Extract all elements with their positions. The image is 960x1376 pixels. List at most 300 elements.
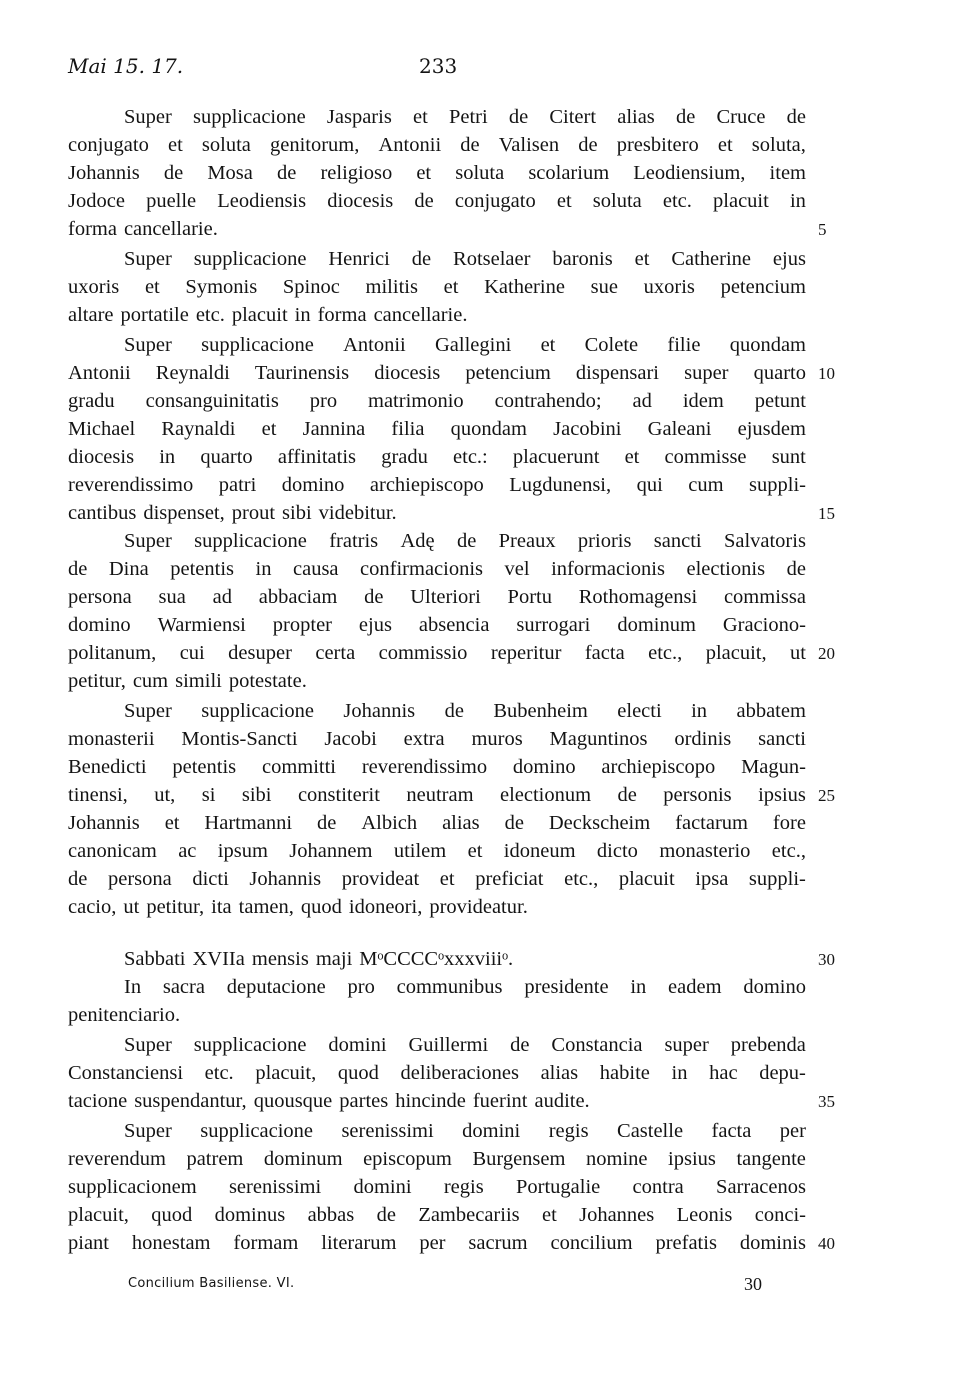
text-line <box>68 1201 806 1230</box>
word: domino <box>743 976 806 998</box>
word: patri <box>218 474 257 496</box>
word: filie <box>667 334 701 356</box>
word: et <box>624 446 640 468</box>
word: Michael <box>68 418 136 440</box>
word: extra <box>403 728 445 750</box>
word: Colete <box>584 334 639 356</box>
word: forma <box>317 304 367 326</box>
word: in <box>630 976 647 998</box>
word: de <box>411 248 432 270</box>
line-number: 35 <box>818 1092 835 1111</box>
word: electionum <box>499 784 592 806</box>
word: quondam <box>729 334 806 356</box>
word: uxoris <box>68 276 120 298</box>
word: fratris <box>329 530 379 552</box>
word: forma <box>68 218 117 240</box>
word: et <box>164 812 180 834</box>
word: idoneum <box>503 840 576 862</box>
word: Catherine <box>671 248 752 270</box>
word: idoneori, <box>348 896 423 918</box>
word: causa <box>293 558 339 580</box>
word: petitur, <box>146 896 205 918</box>
word: Warmiensi <box>157 614 246 636</box>
word: et <box>467 840 483 862</box>
word: Jasparis <box>326 106 392 128</box>
word: sibi <box>241 784 272 806</box>
word: dominum <box>263 1148 343 1170</box>
line-number: 20 <box>818 644 835 663</box>
word: puelle <box>146 190 197 212</box>
word: de <box>376 1204 396 1226</box>
word: militis <box>365 276 418 298</box>
word: deliberaciones <box>400 1062 519 1084</box>
word: factarum <box>675 812 748 834</box>
word: ipsius <box>758 784 806 806</box>
word: vel <box>504 558 530 580</box>
word: suppli- <box>749 474 806 496</box>
word: absencia <box>418 614 490 636</box>
word: dicti <box>192 868 229 890</box>
word: et <box>540 334 556 356</box>
word: presidente <box>524 976 609 998</box>
word: Raynaldi <box>161 418 236 440</box>
word: quarto <box>753 362 806 384</box>
word: reverendissimo <box>68 474 194 496</box>
word: de <box>364 586 384 608</box>
word: supplicacione <box>200 1120 313 1142</box>
text-line <box>68 1173 806 1202</box>
word: de <box>68 558 88 580</box>
word: In <box>124 976 142 998</box>
word: suppli- <box>748 868 806 890</box>
word: de <box>578 134 598 156</box>
word: si <box>201 784 216 806</box>
word: monasterii <box>68 728 155 750</box>
word: honestam <box>131 1232 211 1254</box>
page-number: 233 <box>419 54 458 78</box>
word: suspendantur, <box>134 1090 247 1112</box>
word: alias <box>617 106 655 128</box>
word: Bubenheim <box>493 700 588 722</box>
word: Symonis <box>185 276 258 298</box>
word: altare <box>68 304 114 326</box>
word: de <box>786 106 806 128</box>
word: Johannis <box>249 868 322 890</box>
word: conjugato <box>454 190 536 212</box>
word: Reynaldi <box>155 362 230 384</box>
word: de <box>277 162 297 184</box>
word: petentis <box>172 756 237 778</box>
word: ut <box>790 642 806 664</box>
word: baronis <box>552 248 613 270</box>
word: matrimonio <box>368 390 464 412</box>
word: videbitur. <box>318 502 397 524</box>
word: maji <box>315 948 353 970</box>
text-line <box>68 639 806 668</box>
word: Spinoc <box>282 276 340 298</box>
word: in <box>691 700 708 722</box>
word: supplicacione <box>201 700 314 722</box>
word: ejusdem <box>737 418 806 440</box>
word: abbas <box>307 1204 355 1226</box>
word: et <box>634 248 650 270</box>
word: surrogari <box>516 614 591 636</box>
text-line <box>68 387 806 416</box>
word: tacione <box>68 1090 128 1112</box>
word: in <box>255 558 272 580</box>
text-line <box>68 187 806 216</box>
word: sibi <box>282 502 312 524</box>
word: et <box>717 134 733 156</box>
text-line <box>68 1031 806 1060</box>
word: Antonii <box>378 134 442 156</box>
word: dicto <box>596 840 638 862</box>
word: Magun- <box>741 756 806 778</box>
word: confirmacionis <box>360 558 484 580</box>
word: de <box>786 558 806 580</box>
word: domini <box>328 1034 387 1056</box>
word: Johannes <box>579 1204 655 1226</box>
text-line <box>68 159 806 188</box>
word: Johannis <box>68 812 140 834</box>
word: supplicacione <box>193 106 306 128</box>
word: dominis <box>739 1232 806 1254</box>
word: petencium <box>465 362 551 384</box>
word: committi <box>261 756 337 778</box>
word: constiterit <box>297 784 380 806</box>
word: penitenciario. <box>68 1004 181 1026</box>
text-line <box>68 1087 806 1116</box>
text-line <box>68 443 806 472</box>
word: placuit <box>713 190 769 212</box>
word: Albich <box>361 812 418 834</box>
word: archiepiscopo <box>601 756 716 778</box>
word: quod <box>300 896 342 918</box>
text-line <box>68 359 806 388</box>
footer-title: Concilium Basiliense. VI. <box>128 1276 295 1291</box>
word: persona <box>68 586 132 608</box>
word: soluta <box>592 190 642 212</box>
word: potestate. <box>228 670 307 692</box>
word: de <box>444 700 464 722</box>
word: reperitur <box>490 642 562 664</box>
word: politanum, <box>68 642 157 664</box>
word: MᵒCCCCᵒxxxviiiᵒ. <box>359 948 514 970</box>
word: sancti <box>758 728 806 750</box>
word: alias <box>540 1062 579 1084</box>
word: Super <box>124 106 172 128</box>
word: Portu <box>507 586 552 608</box>
word: et <box>541 1204 557 1226</box>
word: tinensi, <box>68 784 128 806</box>
word: soluta <box>455 162 505 184</box>
word: provideat <box>341 868 420 890</box>
word: religioso <box>320 162 393 184</box>
text-line <box>68 611 806 640</box>
word: Ulteriori <box>410 586 481 608</box>
text-line <box>68 893 806 922</box>
word: prout <box>231 502 276 524</box>
word: nomine <box>586 1148 648 1170</box>
word: cancellarie. <box>123 218 218 240</box>
word: domini <box>353 1176 412 1198</box>
word: piant <box>68 1232 109 1254</box>
word: sancti <box>653 530 702 552</box>
word: supplicacione <box>193 248 307 270</box>
line-number: 5 <box>818 220 827 239</box>
word: gradu <box>68 390 115 412</box>
word: sacrum <box>468 1232 528 1254</box>
word: partes <box>339 1090 389 1112</box>
word: dominus <box>214 1204 286 1226</box>
text-line <box>68 471 806 500</box>
word: etc.: <box>453 446 488 468</box>
word: XVIIa <box>192 948 245 970</box>
word: Valisen <box>498 134 560 156</box>
text-line <box>68 555 806 584</box>
text-line <box>68 725 806 754</box>
word: Constanciensi <box>68 1062 184 1084</box>
word: conci- <box>754 1204 806 1226</box>
word: quod <box>151 1204 193 1226</box>
text-line <box>68 499 806 528</box>
word: propter <box>272 614 332 636</box>
word: Constancia <box>551 1034 643 1056</box>
word: quod <box>337 1062 379 1084</box>
word: Graciono- <box>722 614 806 636</box>
word: super <box>684 362 729 384</box>
word: Sabbati <box>124 948 186 970</box>
word: placuit, <box>255 1062 317 1084</box>
word: supplicacione <box>194 530 307 552</box>
word: et <box>261 418 277 440</box>
word: contra <box>632 1176 684 1198</box>
word: depu- <box>759 1062 806 1084</box>
word: canonicam <box>68 840 157 862</box>
word: et <box>443 276 459 298</box>
word: de <box>675 106 696 128</box>
word: filia <box>391 418 425 440</box>
word: Leodiensis <box>217 190 307 212</box>
word: contrahendo; <box>494 390 602 412</box>
word: de <box>163 162 184 184</box>
text-line <box>68 331 806 360</box>
word: consanguinitatis <box>145 390 279 412</box>
word: et <box>144 276 160 298</box>
word: ut, <box>154 784 176 806</box>
word: etc. <box>204 1062 234 1084</box>
word: placuit, <box>705 642 767 664</box>
word: cacio, <box>68 896 117 918</box>
word: quousque <box>253 1090 333 1112</box>
word: Johannis <box>343 700 416 722</box>
word: presbitero <box>616 134 699 156</box>
word: per <box>779 1120 806 1142</box>
word: domino <box>68 614 131 636</box>
word: Johannis <box>68 162 140 184</box>
word: cum <box>132 670 169 692</box>
word: Burgensem <box>472 1148 566 1170</box>
word: commissa <box>723 586 806 608</box>
word: simili <box>175 670 222 692</box>
word: de <box>617 784 637 806</box>
text-line <box>68 1117 806 1146</box>
word: formam <box>233 1232 299 1254</box>
word: archiepiscopo <box>369 474 484 496</box>
line-number: 15 <box>818 504 835 523</box>
word: fuerint <box>472 1090 528 1112</box>
word: ac <box>178 840 197 862</box>
word: Antonii <box>68 362 131 384</box>
text-line <box>68 245 806 274</box>
word: Taurinensis <box>254 362 350 384</box>
word: abbatem <box>736 700 806 722</box>
word: sunt <box>771 446 806 468</box>
word: reverendum <box>68 1148 166 1170</box>
word: ita <box>211 896 232 918</box>
word: in <box>789 190 806 212</box>
word: Super <box>124 1034 172 1056</box>
word: monasterio <box>659 840 751 862</box>
word: Jacobini <box>553 418 622 440</box>
word: cui <box>179 642 205 664</box>
word: de <box>317 812 337 834</box>
word: de <box>504 812 524 834</box>
word: Preaux <box>498 530 556 552</box>
word: ejus <box>358 614 392 636</box>
word: Katherine <box>484 276 565 298</box>
word: Henrici <box>328 248 390 270</box>
line-number: 25 <box>818 786 835 805</box>
word: Petri <box>448 106 488 128</box>
line-number: 40 <box>818 1234 835 1253</box>
word: hincinde <box>395 1090 466 1112</box>
word: audite. <box>534 1090 590 1112</box>
word: Castelle <box>617 1120 684 1142</box>
word: Cruce <box>716 106 766 128</box>
word: commisse <box>664 446 747 468</box>
word: Super <box>124 1120 172 1142</box>
word: cum <box>688 474 724 496</box>
word: alias <box>442 812 480 834</box>
word: domino <box>512 756 576 778</box>
word: Adę <box>400 530 435 552</box>
word: Citert <box>549 106 597 128</box>
word: Zambecariis <box>418 1204 520 1226</box>
word: diocesis <box>68 446 135 468</box>
word: hac <box>709 1062 738 1084</box>
text-line <box>68 215 806 244</box>
word: prioris <box>577 530 632 552</box>
word: concilium <box>550 1232 633 1254</box>
word: cancellarie. <box>373 304 468 326</box>
word: per <box>419 1232 446 1254</box>
word: etc., <box>564 868 599 890</box>
word: prebenda <box>730 1034 806 1056</box>
word: communibus <box>396 976 503 998</box>
word: Sarracenos <box>716 1176 806 1198</box>
word: super <box>664 1034 709 1056</box>
word: item <box>769 162 806 184</box>
word: domini <box>462 1120 521 1142</box>
word: uxoris <box>643 276 695 298</box>
word: dispensari <box>575 362 659 384</box>
text-line <box>68 527 806 556</box>
word: sue <box>590 276 618 298</box>
text-line <box>68 973 806 1002</box>
word: Benedicti <box>68 756 147 778</box>
word: et <box>439 868 455 890</box>
word: Super <box>124 700 172 722</box>
word: qui <box>636 474 663 496</box>
word: deputacione <box>226 976 326 998</box>
word: placuit, <box>68 1204 129 1226</box>
word: sacra <box>162 976 205 998</box>
word: portatile <box>120 304 189 326</box>
word: certa <box>315 642 356 664</box>
word: soluta, <box>751 134 806 156</box>
word: de <box>460 134 480 156</box>
word: supplicacione <box>193 1034 307 1056</box>
word: electi <box>617 700 662 722</box>
text-line <box>68 415 806 444</box>
word: desuper <box>228 642 292 664</box>
word: petentis <box>170 558 235 580</box>
word: genitorum, <box>269 134 360 156</box>
word: ordinis <box>674 728 732 750</box>
word: ipsum <box>217 840 268 862</box>
word: neutram <box>406 784 474 806</box>
word: facta <box>711 1120 752 1142</box>
text-line <box>68 301 806 330</box>
signature-mark: 30 <box>744 1274 762 1294</box>
word: abbaciam <box>258 586 338 608</box>
word: provideatur. <box>429 896 528 918</box>
word: Gallegini <box>435 334 512 356</box>
header-date: Mai 15. 17. <box>68 54 184 78</box>
word: ipsius <box>668 1148 716 1170</box>
word: preficiat <box>475 868 544 890</box>
word: petitur, <box>68 670 126 692</box>
word: mensis <box>251 948 309 970</box>
word: prefatis <box>655 1232 717 1254</box>
word: de <box>456 530 477 552</box>
word: in <box>159 446 176 468</box>
word: reverendissimo <box>361 756 488 778</box>
word: facta <box>584 642 625 664</box>
text-line <box>68 273 806 302</box>
word: etc., <box>648 642 683 664</box>
text-line <box>68 103 806 132</box>
word: ejus <box>772 248 806 270</box>
word: Deckscheim <box>548 812 651 834</box>
word: gradu <box>381 446 428 468</box>
line-number: 10 <box>818 364 835 383</box>
word: in <box>294 304 311 326</box>
word: quarto <box>200 446 253 468</box>
word: conjugato <box>68 134 149 156</box>
word: Salvatoris <box>723 530 806 552</box>
word: et <box>556 190 572 212</box>
word: Super <box>124 248 172 270</box>
word: muros <box>471 728 523 750</box>
word: domino <box>281 474 345 496</box>
word: etc., <box>771 840 806 862</box>
word: de <box>510 1034 530 1056</box>
word: Super <box>124 334 172 356</box>
word: de <box>414 190 434 212</box>
word: placuit <box>618 868 675 890</box>
